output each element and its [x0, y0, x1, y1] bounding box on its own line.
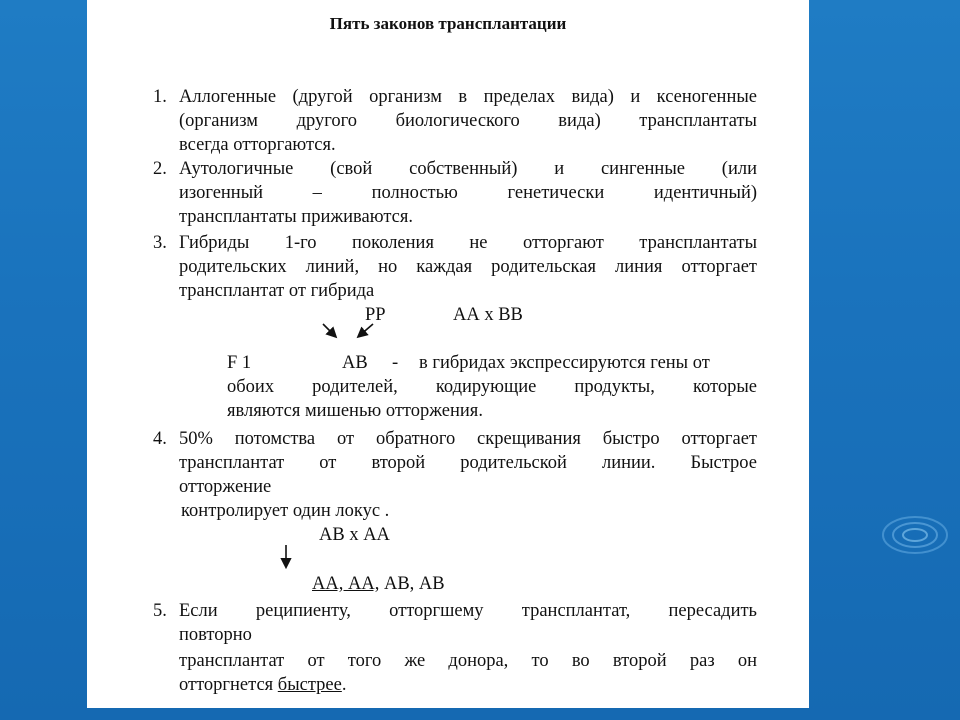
law-5-line-4	[179, 674, 757, 696]
law-3-line-3: трансплантат от гибрида	[179, 281, 375, 301]
law-2-line-1: Аутологичные (свой собственный) и сингенные (или	[179, 159, 757, 179]
cross-parents: АА х ВВ	[453, 305, 523, 325]
law-5-underlined-word: быстрее	[277, 675, 342, 695]
law-3-line-2: родительских линий, но каждая родительская линия отторгает	[179, 257, 757, 277]
law-1-line-2: (организм другого биологического вида) трансплантаты	[179, 111, 757, 131]
f1-dash: -	[392, 353, 399, 373]
law-1-line-1: Аллогенные (другой организм в пределах вида) и ксеногенные	[179, 87, 757, 107]
law-5-line-1: Если реципиенту, отторгшему трансплантат, пересадить	[179, 601, 757, 621]
backcross-offspring-underlined: АА, АА,	[312, 574, 380, 594]
backcross-offspring-rest: АВ, АВ	[379, 574, 445, 594]
law-5-line-3: трансплантат от того же донора, то во второй раз он	[179, 651, 757, 671]
law-4-line-2: трансплантат от второй родительской линии. Быстрое	[179, 453, 757, 473]
law-4-line-4: контролирует один локус .	[181, 501, 390, 521]
law-3-line-1: Гибриды 1-го поколения не отторгают трансплантаты	[179, 233, 757, 253]
law-4-line-3: отторжение	[179, 477, 272, 497]
f1-genotype: АВ	[342, 353, 368, 373]
cross-pp-label: РР	[365, 305, 386, 325]
law-2-number: 2.	[153, 159, 167, 179]
f1-line-3: являются мишенью отторжения.	[227, 401, 483, 421]
law-5-end: .	[341, 675, 347, 695]
f1-line-2: обоих родителей, кодирующие продукты, которые	[227, 377, 757, 397]
law-5-number: 5.	[153, 601, 167, 621]
f1-label: F 1	[227, 353, 252, 373]
law-5-line-2: повторно	[179, 625, 252, 645]
law-1-line-3: всегда отторгаются.	[179, 135, 336, 155]
law-2-line-2: изогенный – полностью генетически идентичный)	[179, 183, 757, 203]
page-title: Пять законов трансплантации	[329, 14, 567, 33]
law-4-line-1: 50% потомства от обратного скрещивания быстро отторгает	[179, 429, 757, 449]
backcross-parents: АВ х АА	[319, 525, 390, 545]
backcross-offspring	[312, 573, 445, 595]
law-3-number: 3.	[153, 233, 167, 253]
document-page	[87, 0, 809, 708]
f1-line-1: в гибридах экспрессируются гены от	[419, 353, 710, 373]
ripple-decoration	[880, 500, 950, 570]
law-4-number: 4.	[153, 429, 167, 449]
law-5-line-4-text: отторгнется	[179, 675, 278, 695]
law-1-number: 1.	[153, 87, 167, 107]
law-2-line-3: трансплантаты приживаются.	[179, 207, 413, 227]
